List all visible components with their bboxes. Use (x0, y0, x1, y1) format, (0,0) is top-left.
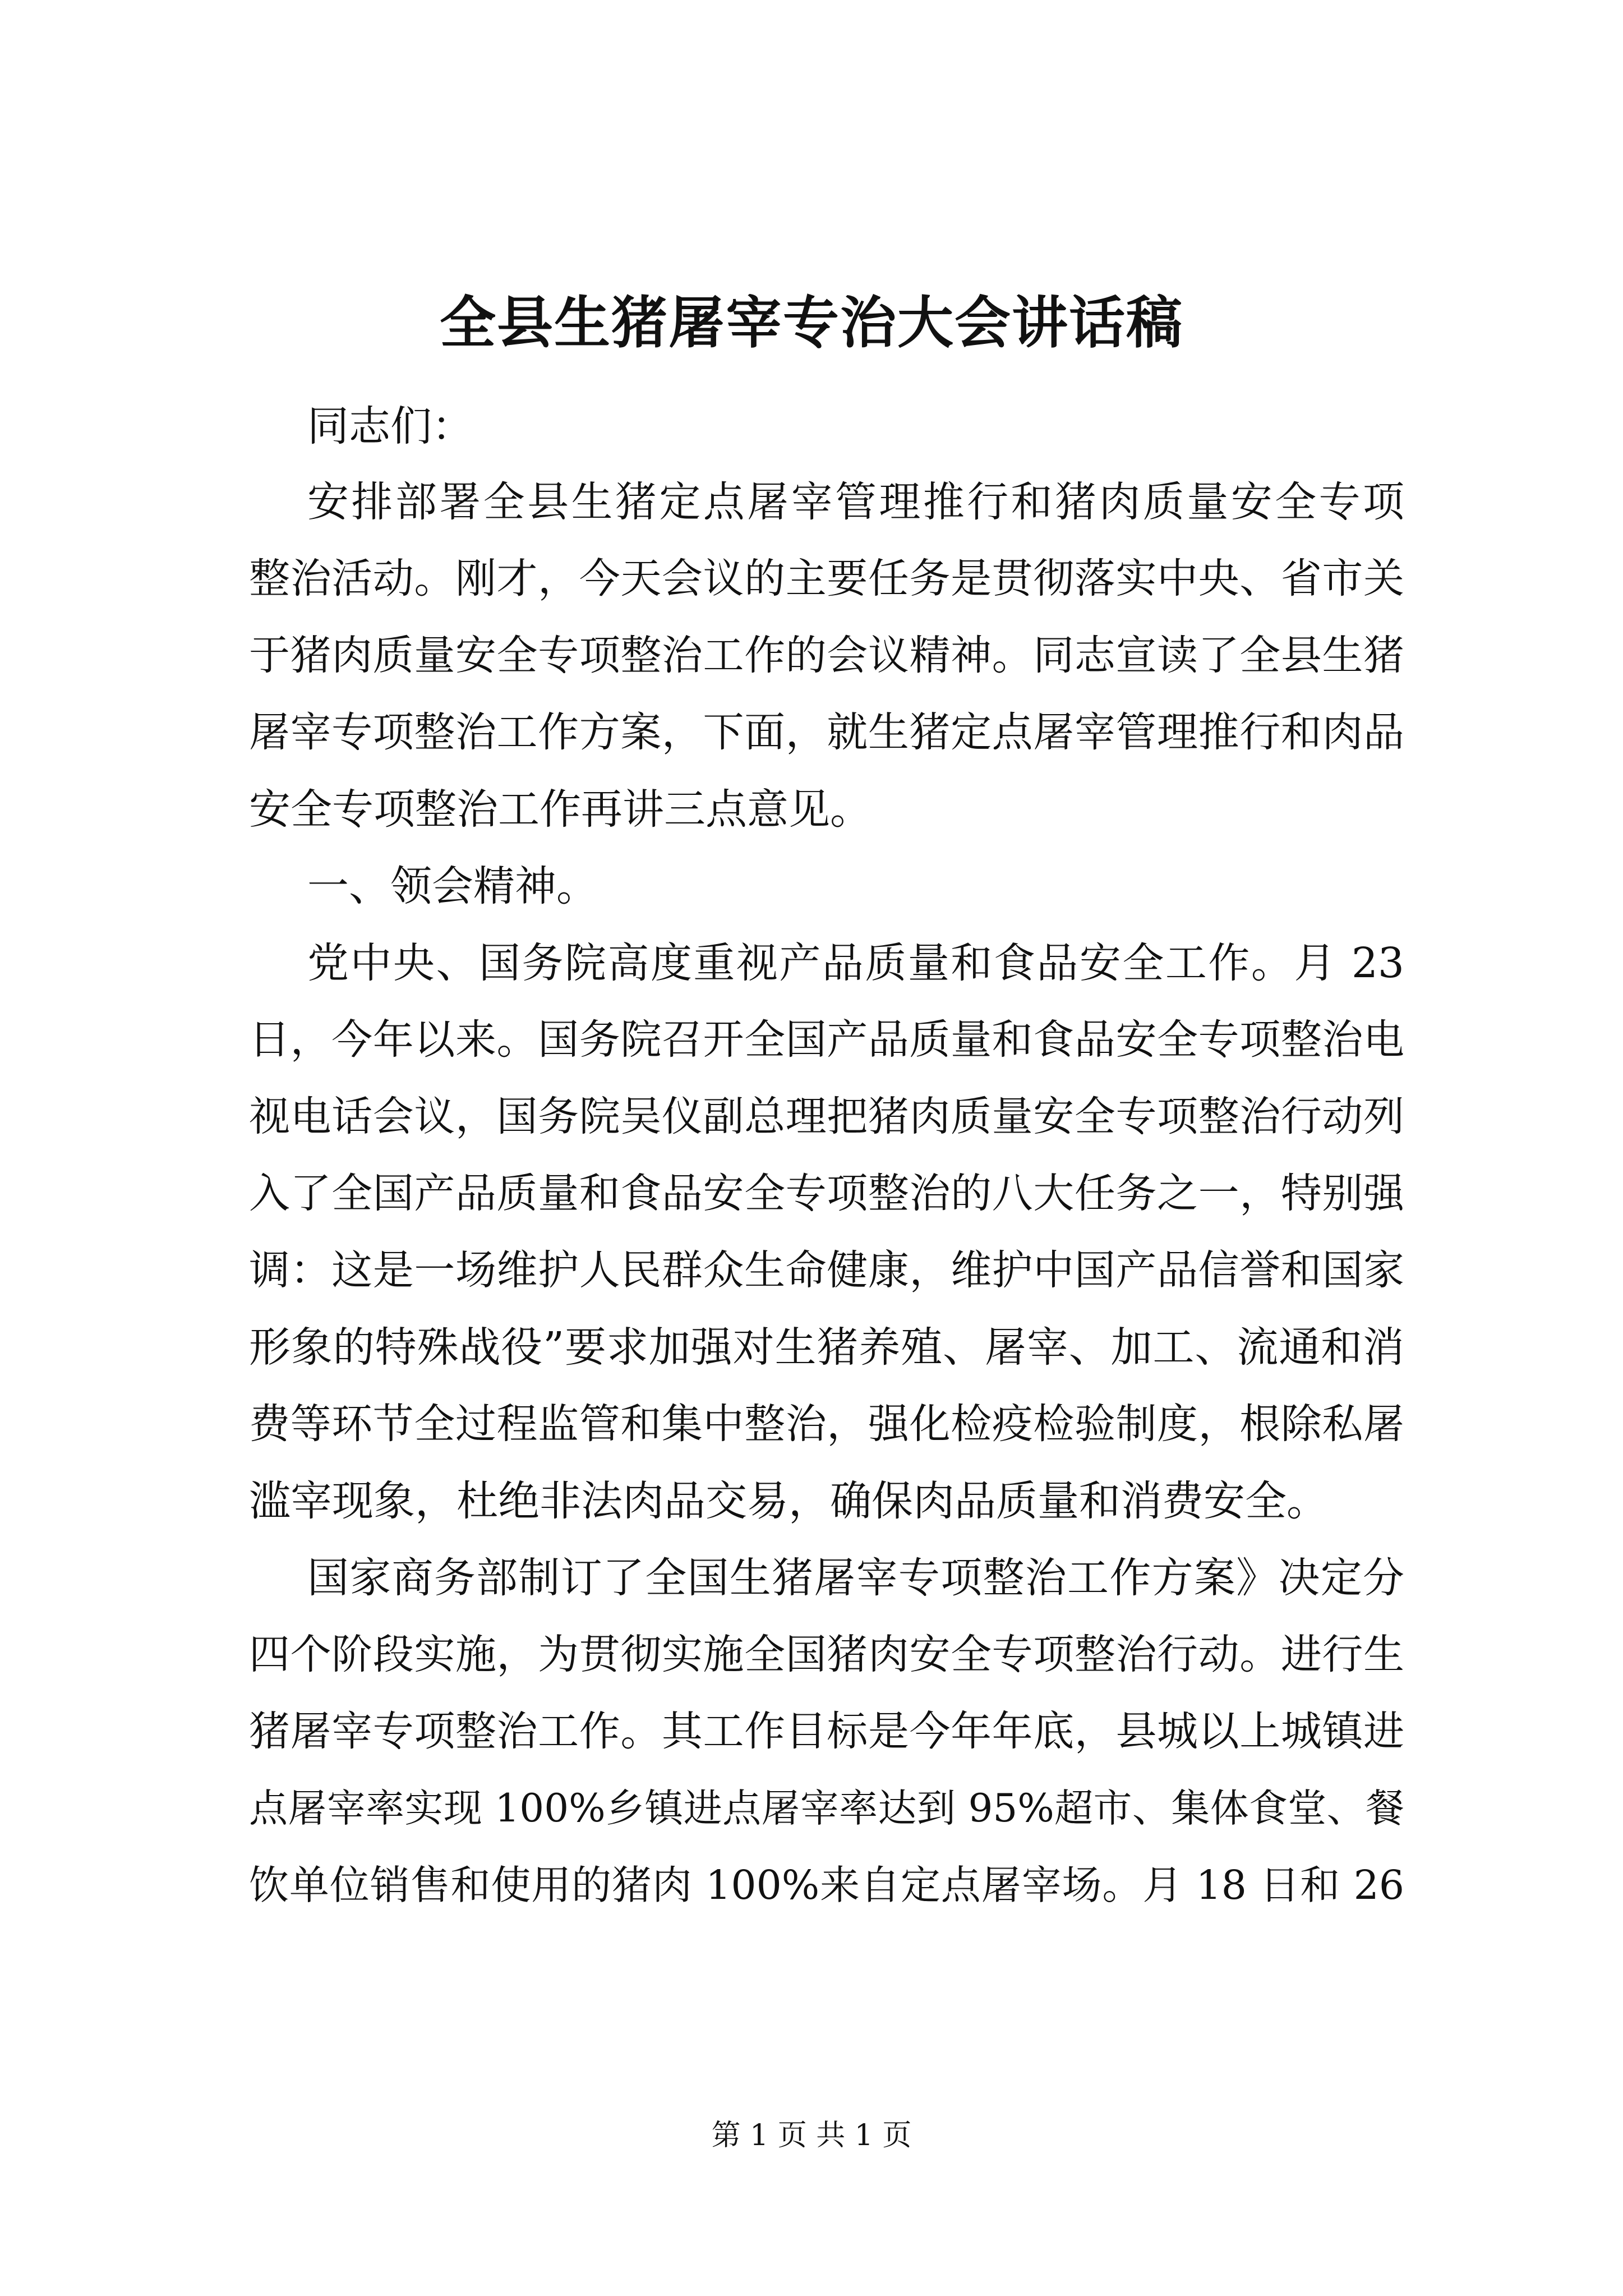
paragraph-line: 点屠宰率实现 100%乡镇进点屠宰率达到 95%超市、集体食堂、餐 (249, 1786, 1404, 1831)
paragraph-line: 国家商务部制订了全国生猪屠宰专项整治工作方案》决定分 (307, 1554, 1404, 1602)
paragraph-line: 调：这是一场维护人民群众生命健康，维护中国产品信誉和国家 (249, 1246, 1404, 1294)
paragraph-line: 屠宰专项整治工作方案，下面，就生猪定点屠宰管理推行和肉品 (249, 708, 1404, 756)
page-footer: 第 1 页 共 1 页 (711, 2119, 912, 2152)
paragraph-line: 入了全国产品质量和食品安全专项整治的八大任务之一，特别强 (249, 1170, 1404, 1217)
salutation: 同志们： (307, 402, 473, 450)
document-title: 全县生猪屠宰专治大会讲话稿 (440, 289, 1183, 356)
section-heading: 一、领会精神。 (307, 862, 598, 910)
paragraph-line: 费等环节全过程监管和集中整治，强化检疫检验制度，根除私屠 (249, 1400, 1404, 1448)
paragraph-line: 于猪肉质量安全专项整治工作的会议精神。同志宣读了全县生猪 (249, 632, 1404, 679)
paragraph-line: 猪屠宰专项整治工作。其工作目标是今年年底，县城以上城镇进 (249, 1708, 1404, 1755)
paragraph-line: 安排部署全县生猪定点屠宰管理推行和猪肉质量安全专项 (307, 478, 1404, 526)
paragraph-line: 四个阶段实施，为贯彻实施全国猪肉安全专项整治行动。进行生 (249, 1631, 1404, 1678)
paragraph-line: 滥宰现象，杜绝非法肉品交易，确保肉品质量和消费安全。 (249, 1477, 1328, 1525)
paragraph-line: 日，今年以来。国务院召开全国产品质量和食品安全专项整治电 (249, 1016, 1404, 1064)
paragraph-line: 整治活动。刚才，今天会议的主要任务是贯彻落实中央、省市关 (249, 555, 1404, 602)
paragraph-line: 形象的特殊战役”要求加强对生猪养殖、屠宰、加工、流通和消 (249, 1323, 1404, 1372)
paragraph-line: 饮单位销售和使用的猪肉 100%来自定点屠宰场。月 18 日和 26 (249, 1862, 1404, 1908)
paragraph-line: 安全专项整治工作再讲三点意见。 (249, 785, 872, 834)
paragraph-line: 党中央、国务院高度重视产品质量和食品安全工作。月 23 (307, 939, 1404, 987)
paragraph-line: 视电话会议，国务院吴仪副总理把猪肉质量安全专项整治行动列 (249, 1093, 1404, 1140)
